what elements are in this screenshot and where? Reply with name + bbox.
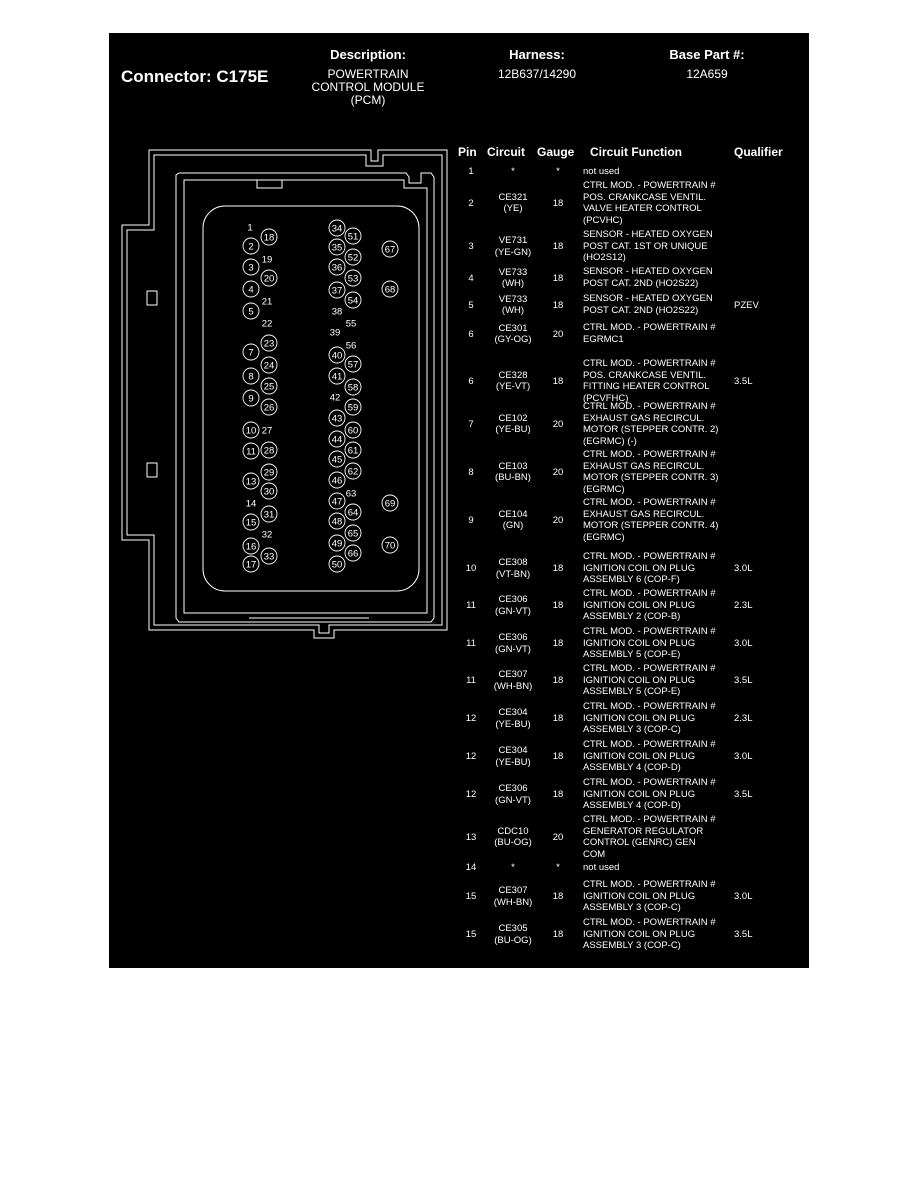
- circuit-color: (YE-GN): [494, 246, 532, 258]
- gauge-cell: 18: [552, 197, 564, 209]
- circuit-color: (WH-BN): [493, 896, 533, 908]
- function-cell: CTRL MOD. - POWERTRAIN # EGRMC1: [583, 322, 716, 345]
- gauge-cell: 18: [552, 299, 564, 311]
- pin-15: [243, 514, 259, 530]
- pin-cell: 12: [465, 713, 477, 724]
- function-cell: CTRL MOD. - POWERTRAIN # IGNITION COIL ON PLUG ASSEMBLY 5 (COP-E): [583, 626, 716, 660]
- circuit-color: (YE-VT): [495, 381, 531, 392]
- pin-number: 50: [331, 559, 343, 571]
- function-cell: CTRL MOD. - POWERTRAIN # IGNITION COIL ON PLUG ASSEMBLY 4 (COP-D): [583, 739, 716, 773]
- pin-38-label: 38: [331, 306, 343, 318]
- pin-9: [243, 390, 259, 406]
- pin-65: [345, 525, 361, 541]
- function-cell: SENSOR - HEATED OXYGEN POST CAT. 2ND (HO2S22): [583, 266, 713, 289]
- table-row: [453, 879, 803, 914]
- pin-number: 61: [347, 445, 359, 457]
- pin-17: [243, 556, 259, 572]
- pin-3: [243, 259, 259, 275]
- pin-19-label: 19: [261, 254, 273, 266]
- pin-54: [345, 292, 361, 308]
- circuit-id: CE306: [498, 594, 528, 605]
- base-part-label: Base Part #:: [669, 47, 745, 62]
- circuit-id: CDC10: [497, 825, 529, 837]
- pin-number: 4: [248, 284, 254, 296]
- pin-69: [382, 495, 398, 511]
- circuit-color: (WH): [501, 305, 525, 316]
- qualifier-cell: 3.0L: [734, 891, 753, 902]
- base-part-value: 12A659: [686, 67, 728, 81]
- gauge-cell: 20: [552, 831, 564, 843]
- circuit-id: CE306: [498, 632, 528, 643]
- pin-18: [261, 229, 277, 245]
- pin-number: 48: [331, 516, 343, 528]
- pin-16: [243, 538, 259, 554]
- pin-number: 25: [263, 381, 275, 393]
- circuit-cell: [483, 370, 543, 393]
- function-cell: CTRL MOD. - POWERTRAIN # IGNITION COIL ON PLUG ASSEMBLY 3 (COP-C): [583, 701, 716, 735]
- table-row: [453, 777, 803, 812]
- table-row: [453, 358, 803, 404]
- circuit-color: (YE-BU): [495, 718, 531, 730]
- pin-29: [261, 464, 277, 480]
- gauge-cell: 20: [552, 418, 564, 430]
- circuit-id: CE304: [498, 745, 528, 756]
- pin-2: [243, 238, 259, 254]
- pin-number: 31: [263, 509, 275, 521]
- pin-24: [261, 357, 277, 373]
- pin-number: 59: [347, 402, 359, 414]
- circuit-color: (GN-VT): [495, 794, 531, 806]
- circuit-id: CE328: [498, 369, 528, 381]
- table-row: [453, 166, 803, 177]
- function-cell: CTRL MOD. - POWERTRAIN # IGNITION COIL ON PLUG ASSEMBLY 3 (COP-C): [583, 879, 716, 913]
- pin-number: 29: [263, 467, 275, 479]
- pin-25: [261, 378, 277, 394]
- function-cell: CTRL MOD. - POWERTRAIN # EXHAUST GAS RECIRCUL. MOTOR (STEPPER CONTR. 2) (EGRMC) (-): [583, 401, 719, 447]
- circuit-cell: [483, 267, 543, 290]
- pin-cell: 9: [468, 514, 474, 526]
- circuit-cell: [483, 783, 543, 806]
- gauge-cell: 18: [552, 891, 564, 902]
- col-header-function: Circuit Function: [590, 145, 682, 159]
- description-label: Description:: [330, 47, 406, 62]
- pin-number: 11: [246, 446, 256, 458]
- pin-10: [243, 422, 259, 438]
- description-value: POWERTRAIN CONTROL MODULE (PCM): [311, 67, 425, 107]
- pin-7: [243, 344, 259, 360]
- pin-number: 57: [347, 359, 359, 371]
- table-row: [453, 180, 803, 226]
- pin-57: [345, 356, 361, 372]
- pin-number: 36: [331, 262, 343, 274]
- pin-37: [329, 282, 345, 298]
- table-row: [453, 449, 803, 495]
- pin-31: [261, 506, 277, 522]
- pin-number: 7: [248, 347, 254, 359]
- circuit-cell: [483, 166, 543, 178]
- pin-cell: 13: [465, 831, 477, 843]
- gauge-cell: 18: [552, 789, 564, 800]
- function-cell: CTRL MOD. - POWERTRAIN # GENERATOR REGULATOR CONTROL (GENRC) GEN COM: [583, 814, 716, 860]
- pin-number: 58: [347, 382, 359, 394]
- harness-value: 12B637/14290: [497, 67, 577, 81]
- function-cell: SENSOR - HEATED OXYGEN POST CAT. 2ND (HO2S22): [583, 293, 713, 316]
- circuit-cell: [483, 413, 543, 436]
- pin-1-label: 1: [247, 222, 253, 234]
- col-header-pin: Pin: [458, 145, 477, 159]
- function-cell: CTRL MOD. - POWERTRAIN # IGNITION COIL ON PLUG ASSEMBLY 3 (COP-C): [583, 917, 716, 951]
- qualifier-cell: 2.3L: [734, 713, 753, 724]
- table-row: [453, 266, 803, 290]
- pin-cell: 5: [468, 299, 474, 311]
- pin-30: [261, 483, 277, 499]
- circuit-color: (YE-BU): [495, 424, 531, 435]
- pin-number: 37: [331, 285, 343, 297]
- pin-47: [329, 493, 345, 509]
- circuit-color: (BU-BN): [495, 472, 531, 483]
- pin-27-label: 27: [261, 425, 273, 437]
- table-row: [453, 588, 803, 623]
- connector-title: Connector: C175E: [121, 67, 269, 86]
- qualifier-cell: 3.5L: [734, 789, 753, 800]
- circuit-color: (WH-BN): [493, 680, 533, 692]
- circuit-color: (YE-BU): [495, 756, 531, 768]
- circuit-cell: [483, 557, 543, 580]
- pin-number: 20: [263, 273, 275, 285]
- table-row: [453, 701, 803, 736]
- gauge-cell: 20: [552, 328, 564, 340]
- pin-number: 23: [263, 338, 275, 350]
- pin-49: [329, 535, 345, 551]
- circuit-cell: [483, 632, 543, 655]
- circuit-id: CE305: [498, 923, 528, 934]
- circuit-color: (BU-OG): [494, 934, 532, 946]
- pin-number: 8: [248, 371, 254, 383]
- pin-cell: 10: [465, 563, 477, 574]
- circuit-id: CE102: [498, 412, 528, 424]
- circuit-cell: [483, 923, 543, 946]
- table-row: [453, 293, 803, 317]
- pin-cell: 2: [468, 197, 474, 209]
- table-row: [453, 814, 803, 860]
- pin-number: 44: [331, 434, 343, 446]
- pin-number: 47: [331, 496, 343, 508]
- pin-cell: 11: [466, 638, 476, 649]
- pin-45: [329, 451, 345, 467]
- circuit-cell: [483, 323, 543, 346]
- pin-cell: 12: [465, 789, 477, 800]
- pin-number: 46: [331, 475, 343, 487]
- pin-number: 40: [331, 350, 343, 362]
- pin-56-label: 56: [345, 340, 357, 352]
- circuit-id: CE301: [498, 322, 528, 334]
- pin-cell: 7: [468, 418, 474, 430]
- gauge-cell: 18: [552, 563, 564, 574]
- circuit-id: CE307: [498, 885, 528, 896]
- col-header-qualifier: Qualifier: [734, 145, 783, 159]
- circuit-cell: [483, 235, 543, 258]
- circuit-id: VE733: [498, 266, 528, 278]
- pin-number: 53: [347, 273, 359, 285]
- pin-5: [243, 303, 259, 319]
- pin-cell: 15: [465, 891, 477, 902]
- gauge-cell: 18: [552, 638, 564, 649]
- circuit-id: CE103: [498, 460, 528, 472]
- harness-label: Harness:: [509, 47, 565, 62]
- gauge-cell: 18: [552, 675, 564, 686]
- pin-62: [345, 463, 361, 479]
- pin-number: 54: [347, 295, 359, 307]
- pin-20: [261, 270, 277, 286]
- circuit-color: (WH): [501, 278, 525, 289]
- function-cell: not used: [583, 166, 620, 177]
- pin-66: [345, 545, 361, 561]
- pin-number: 49: [331, 538, 343, 550]
- qualifier-cell: 3.0L: [734, 751, 753, 762]
- circuit-color: (BU-OG): [494, 837, 532, 848]
- pin-cell: 11: [466, 600, 476, 611]
- function-cell: CTRL MOD. - POWERTRAIN # EXHAUST GAS RECIRCUL. MOTOR (STEPPER CONTR. 3) (EGRMC): [583, 449, 719, 495]
- circuit-cell: [483, 826, 543, 849]
- pin-number: 68: [384, 284, 396, 296]
- pin-number: 5: [248, 306, 254, 318]
- pin-64: [345, 504, 361, 520]
- circuit-cell: [483, 509, 543, 532]
- pin-number: 65: [347, 528, 359, 540]
- pin-cell: 1: [468, 166, 474, 177]
- pin-43: [329, 410, 345, 426]
- circuit-id: VE731: [498, 235, 528, 246]
- circuit-cell: [483, 745, 543, 768]
- qualifier-cell: 2.3L: [734, 600, 753, 611]
- pin-number: 16: [245, 541, 257, 553]
- function-cell: CTRL MOD. - POWERTRAIN # POS. CRANKCASE VENTIL. VALVE HEATER CONTROL (PCVHC): [583, 180, 716, 226]
- pin-23: [261, 335, 277, 351]
- pin-number: 60: [347, 425, 359, 437]
- pin-22-label: 22: [261, 318, 273, 330]
- pin-number: 34: [331, 223, 343, 235]
- pin-40: [329, 347, 345, 363]
- circuit-cell: [483, 294, 543, 317]
- gauge-cell: 18: [552, 713, 564, 724]
- pin-41: [329, 368, 345, 384]
- pin-46: [329, 472, 345, 488]
- circuit-cell: [483, 461, 543, 484]
- pin-cell: 8: [468, 466, 474, 478]
- function-cell: not used: [583, 862, 620, 873]
- pin-number: 9: [248, 393, 254, 405]
- pin-36: [329, 259, 345, 275]
- qualifier-cell: 3.0L: [734, 563, 753, 574]
- pin-32-label: 32: [261, 529, 273, 541]
- pin-61: [345, 442, 361, 458]
- pin-59: [345, 399, 361, 415]
- circuit-id: CE304: [498, 707, 528, 718]
- pin-number: 70: [384, 540, 396, 552]
- pin-cell: 11: [466, 675, 476, 686]
- table-row: [453, 497, 803, 543]
- pin-34: [329, 220, 345, 236]
- gauge-cell: 20: [552, 514, 564, 526]
- table-row: [453, 917, 803, 952]
- function-cell: SENSOR - HEATED OXYGEN POST CAT. 1ST OR UNIQUE (HO2S12): [583, 229, 713, 263]
- pin-26: [261, 399, 277, 415]
- pin-number: 43: [331, 413, 343, 425]
- gauge-cell: *: [556, 862, 560, 873]
- pin-21-label: 21: [261, 296, 273, 308]
- qualifier-cell: PZEV: [734, 299, 759, 311]
- pin-48: [329, 513, 345, 529]
- pin-number: 64: [347, 507, 359, 519]
- pin-number: 3: [248, 262, 254, 274]
- circuit-cell: [483, 192, 543, 215]
- gauge-cell: 18: [552, 929, 564, 940]
- col-header-circuit: Circuit: [487, 145, 526, 159]
- function-cell: CTRL MOD. - POWERTRAIN # IGNITION COIL ON PLUG ASSEMBLY 4 (COP-D): [583, 777, 716, 811]
- circuit-id: *: [511, 862, 515, 873]
- pin-44: [329, 431, 345, 447]
- pin-number: 28: [263, 445, 275, 457]
- pin-number: 13: [245, 476, 257, 488]
- pin-number: 24: [263, 360, 275, 372]
- circuit-color: (GN-VT): [495, 643, 531, 655]
- pin-number: 2: [248, 241, 254, 253]
- pin-number: 17: [245, 559, 257, 571]
- table-row: [453, 551, 803, 586]
- pin-60: [345, 422, 361, 438]
- pin-52: [345, 249, 361, 265]
- pin-number: 52: [347, 252, 359, 264]
- table-row: [453, 322, 803, 346]
- gauge-cell: 18: [552, 751, 564, 762]
- circuit-cell: [483, 594, 543, 617]
- pin-marks: [243, 220, 398, 572]
- pin-number: 15: [245, 517, 257, 529]
- pin-cell: 15: [465, 929, 477, 940]
- pin-39-label: 39: [329, 327, 341, 339]
- circuit-color: (YE): [503, 203, 523, 214]
- pin-55-label: 55: [345, 318, 357, 330]
- table-row: [453, 401, 803, 447]
- pin-63-label: 63: [345, 488, 357, 500]
- pin-cell: 4: [468, 272, 474, 284]
- pin-number: 69: [384, 498, 396, 510]
- pin-number: 30: [263, 486, 275, 498]
- pin-cell: 6: [468, 328, 474, 340]
- table-row: [453, 663, 803, 698]
- function-cell: CTRL MOD. - POWERTRAIN # IGNITION COIL ON PLUG ASSEMBLY 2 (COP-B): [583, 588, 716, 622]
- circuit-color: (GN): [502, 520, 524, 531]
- pin-68: [382, 281, 398, 297]
- pin-number: 51: [347, 231, 359, 243]
- qualifier-cell: 3.0L: [734, 638, 753, 649]
- pin-number: 45: [331, 454, 343, 466]
- pin-35: [329, 239, 345, 255]
- gauge-cell: 18: [552, 272, 564, 284]
- pin-cell: 3: [468, 241, 474, 252]
- pin-13: [243, 473, 259, 489]
- pin-number: 18: [263, 232, 275, 244]
- circuit-cell: [483, 885, 543, 908]
- pin-8: [243, 368, 259, 384]
- pin-number: 26: [263, 402, 275, 414]
- connector-panel: [109, 33, 809, 968]
- pin-number: 67: [384, 244, 396, 256]
- pin-58: [345, 379, 361, 395]
- pin-28: [261, 442, 277, 458]
- gauge-cell: 18: [552, 241, 564, 252]
- connector-face-diagram: [109, 133, 449, 693]
- pin-cell: 12: [465, 751, 477, 762]
- pin-cell: 14: [465, 862, 477, 873]
- circuit-cell: [483, 862, 543, 874]
- pin-number: 33: [263, 551, 275, 563]
- pin-50: [329, 556, 345, 572]
- circuit-color: (GY-OG): [494, 334, 532, 345]
- circuit-id: CE104: [498, 508, 528, 520]
- gauge-cell: 18: [552, 600, 564, 611]
- qualifier-cell: 3.5L: [734, 675, 753, 686]
- table-row: [453, 739, 803, 774]
- table-row: [453, 626, 803, 661]
- circuit-id: VE733: [498, 293, 528, 305]
- gauge-cell: 20: [552, 466, 564, 478]
- circuit-cell: [483, 669, 543, 692]
- pin-number: 10: [245, 425, 257, 437]
- pin-number: 41: [331, 371, 343, 383]
- gauge-cell: 18: [552, 375, 564, 387]
- circuit-id: CE321: [498, 191, 528, 203]
- pin-14-label: 14: [245, 498, 257, 510]
- circuit-cell: [483, 707, 543, 730]
- pin-51: [345, 228, 361, 244]
- pin-number: 35: [331, 242, 343, 254]
- pin-42-label: 42: [329, 392, 341, 404]
- pin-cell: 6: [468, 375, 474, 387]
- qualifier-cell: 3.5L: [734, 375, 753, 387]
- table-row: [453, 862, 803, 873]
- function-cell: CTRL MOD. - POWERTRAIN # IGNITION COIL ON PLUG ASSEMBLY 5 (COP-E): [583, 663, 716, 697]
- circuit-id: CE307: [498, 669, 528, 680]
- circuit-id: CE306: [498, 783, 528, 794]
- pin-70: [382, 537, 398, 553]
- circuit-id: *: [511, 166, 515, 177]
- function-cell: CTRL MOD. - POWERTRAIN # EXHAUST GAS RECIRCUL. MOTOR (STEPPER CONTR. 4) (EGRMC): [583, 497, 719, 543]
- pin-11: [243, 443, 259, 459]
- function-cell: CTRL MOD. - POWERTRAIN # POS. CRANKCASE VENTIL. FITTING HEATER CONTROL (PCVFHC): [583, 358, 716, 404]
- pin-4: [243, 281, 259, 297]
- circuit-color: (GN-VT): [495, 605, 531, 617]
- circuit-id: CE308: [498, 557, 528, 568]
- qualifier-cell: 3.5L: [734, 929, 753, 940]
- pin-33: [261, 548, 277, 564]
- function-cell: CTRL MOD. - POWERTRAIN # IGNITION COIL ON PLUG ASSEMBLY 6 (COP-F): [583, 551, 716, 585]
- circuit-color: (VT-BN): [495, 568, 531, 580]
- pin-number: 62: [347, 466, 359, 478]
- col-header-gauge: Gauge: [537, 145, 575, 159]
- pin-53: [345, 270, 361, 286]
- table-row: [453, 229, 803, 264]
- pin-number: 66: [347, 548, 359, 560]
- gauge-cell: *: [556, 166, 560, 177]
- pin-67: [382, 241, 398, 257]
